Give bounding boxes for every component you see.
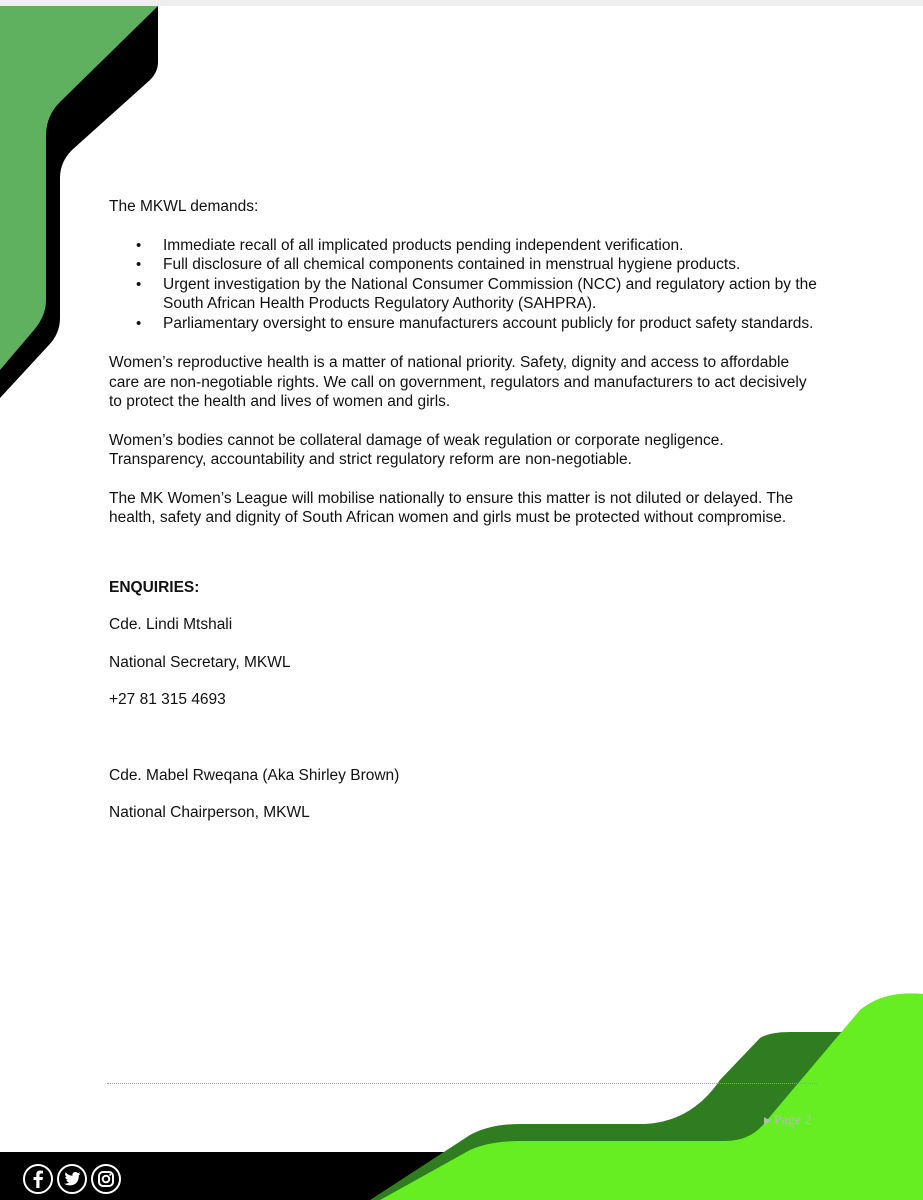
social-icons <box>22 1163 122 1195</box>
document-body <box>109 197 821 841</box>
contact1-title: National Secretary, MKWL <box>109 653 291 671</box>
contact2-name: Cde. Mabel Rweqana (Aka Shirley Brown) <box>109 766 400 784</box>
paragraph-mobilise: The MK Women’s League will mobilise nationally to ensure this matter is not diluted or delayed. The health, safety and dignity of South African women and girls must be protected without compromise. <box>109 489 794 526</box>
facebook-icon[interactable] <box>22 1163 54 1195</box>
bottom-bright-green-swoosh <box>380 993 923 1200</box>
demand-item: • Immediate recall of all implicated products pending independent verification. <box>163 236 821 256</box>
paragraph-health-priority: Women’s reproductive health is a matter of national priority. Safety, dignity and access to affordable care are non-negotiable rights. We call on government, regulators and manufacturers to act decisively to protect the health and lives of women and girls. <box>109 354 807 410</box>
contact1-phone: +27 81 315 4693 <box>109 691 226 708</box>
page-number <box>764 1113 812 1129</box>
demand-item: • Urgent investigation by the National Consumer Commission (NCC) and regulatory action by the South African Health Products Regulatory Authority (SAHPRA). <box>163 275 821 314</box>
demands-intro: The MKWL demands: <box>109 198 259 215</box>
paragraph-collateral-damage: Women’s bodies cannot be collateral damage of weak regulation or corporate negligence. Transparency, accountability and strict regulatory reform are non-negotiable. <box>109 431 724 468</box>
page-arrow-icon: ▶ <box>764 1115 771 1125</box>
demand-item: • Full disclosure of all chemical components contained in menstrual hygiene products. <box>163 255 821 275</box>
twitter-icon[interactable] <box>56 1163 88 1195</box>
footer-divider <box>107 1083 817 1084</box>
demand-item: • Parliamentary oversight to ensure manufacturers account publicly for product safety standards. <box>163 314 821 334</box>
contact1-name: Cde. Lindi Mtshali <box>109 616 233 633</box>
page-label: Page 2 <box>773 1113 812 1128</box>
enquiries-heading: ENQUIRIES: <box>109 578 200 596</box>
demands-list <box>109 236 821 334</box>
instagram-icon[interactable] <box>90 1163 122 1195</box>
contact2-title: National Chairperson, MKWL <box>109 804 310 821</box>
